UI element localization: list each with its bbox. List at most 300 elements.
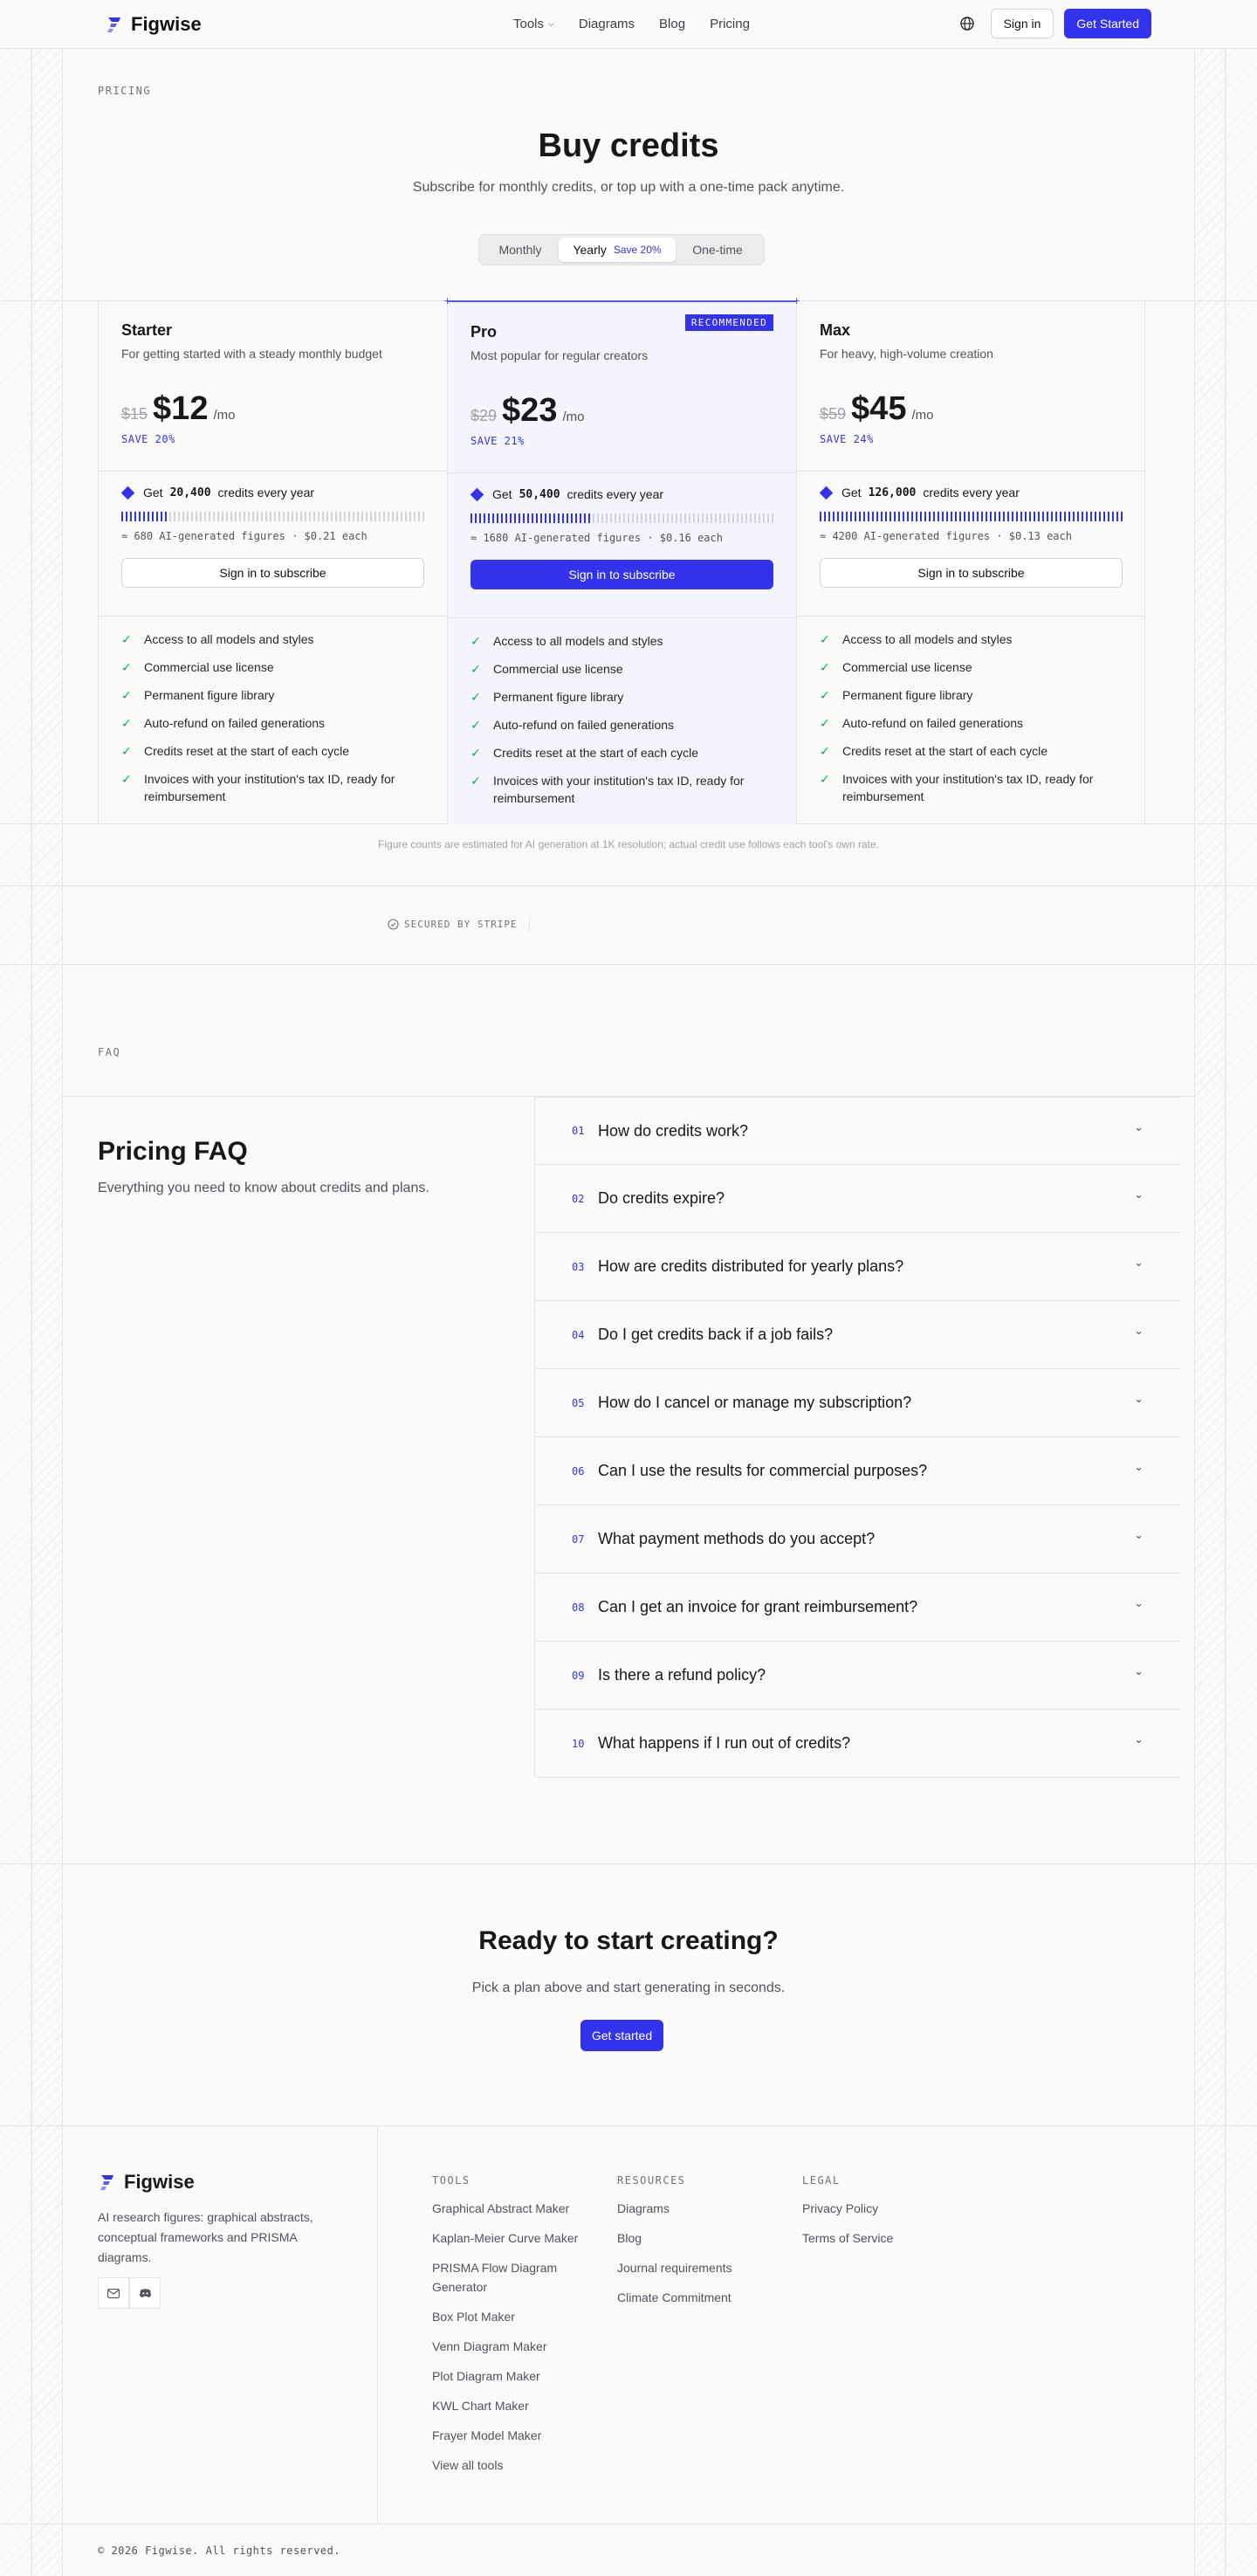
footer-resource-link[interactable]: Climate Commitment xyxy=(617,2290,732,2304)
faq-title: Pricing FAQ xyxy=(98,1137,248,1166)
feature-label: Permanent figure library xyxy=(493,690,624,704)
meter-tick xyxy=(894,512,896,521)
check-icon: ✓ xyxy=(820,688,830,702)
meter-tick xyxy=(920,512,922,521)
meter-tick xyxy=(209,512,210,521)
footer-tools-heading: TOOLS xyxy=(432,2174,471,2187)
faq-item[interactable] xyxy=(535,1301,1180,1369)
meter-tick xyxy=(405,512,407,521)
site-header xyxy=(0,0,1257,49)
meter-tick xyxy=(636,513,638,523)
diamond-icon xyxy=(471,487,484,501)
brand-logo[interactable] xyxy=(105,13,202,36)
meter-tick xyxy=(615,513,616,523)
check-icon: ✓ xyxy=(121,632,132,646)
plan-description: For getting started with a steady monthly budget xyxy=(121,347,382,361)
meter-tick xyxy=(357,512,359,521)
meter-tick xyxy=(148,512,149,521)
footer-tool-link[interactable]: Graphical Abstract Maker xyxy=(432,2201,570,2215)
meter-tick xyxy=(196,512,197,521)
check-icon: ✓ xyxy=(471,718,481,732)
footer-legal-link[interactable]: Terms of Service xyxy=(802,2231,894,2245)
subscribe-button[interactable]: Sign in to subscribe xyxy=(121,558,424,588)
check-icon: ✓ xyxy=(820,772,830,786)
toggle-yearly[interactable] xyxy=(559,238,676,262)
faq-question: What payment methods do you accept? xyxy=(598,1530,876,1547)
feature-item xyxy=(121,686,424,704)
faq-number: 06 xyxy=(572,1464,585,1477)
chevron-down-icon[interactable]: ⌄ xyxy=(1134,1528,1144,1541)
old-price: $29 xyxy=(471,407,498,424)
feature-label: Commercial use license xyxy=(842,660,972,674)
credits-meter xyxy=(121,512,424,521)
meter-tick xyxy=(911,512,913,521)
figwise-logo-icon xyxy=(98,2173,117,2192)
faq-item[interactable] xyxy=(535,1233,1180,1301)
cta-title: Ready to start creating? xyxy=(478,1926,779,1955)
meter-tick xyxy=(121,512,123,521)
footer-tool-link[interactable]: PRISMA Flow Diagram Generator xyxy=(432,2261,558,2294)
meter-tick xyxy=(213,512,215,521)
faq-item[interactable] xyxy=(535,1574,1180,1642)
meter-tick xyxy=(1095,512,1096,521)
meter-tick xyxy=(968,512,970,521)
meter-tick xyxy=(505,513,507,523)
meter-tick xyxy=(536,513,538,523)
meter-tick xyxy=(366,512,367,521)
meter-tick xyxy=(200,512,202,521)
meter-tick xyxy=(187,512,189,521)
feature-item xyxy=(471,688,773,706)
meter-tick xyxy=(519,513,520,523)
footer-tool-link[interactable]: KWL Chart Maker xyxy=(432,2399,529,2413)
meter-tick xyxy=(872,512,874,521)
meter-tick xyxy=(890,512,891,521)
meter-tick xyxy=(540,513,542,523)
meter-tick xyxy=(916,512,917,521)
check-icon: ✓ xyxy=(121,744,132,758)
meter-tick xyxy=(719,513,721,523)
meter-tick xyxy=(313,512,315,521)
meter-tick xyxy=(126,512,127,521)
feature-label: Access to all models and styles xyxy=(493,634,663,648)
feature-label: Invoices with your institution's tax ID, ready for reimbursement xyxy=(144,772,395,803)
feature-label: Invoices with your institution's tax ID, ready for reimbursement xyxy=(493,774,745,805)
figure-estimate: ≈ 680 AI-generated figures · $0.21 each xyxy=(121,530,367,542)
meter-tick xyxy=(270,512,271,521)
meter-tick xyxy=(1090,512,1092,521)
price: $23 xyxy=(502,392,558,429)
meter-tick xyxy=(933,512,935,521)
meter-tick xyxy=(139,512,141,521)
meter-tick xyxy=(938,512,939,521)
meter-tick xyxy=(981,512,983,521)
faq-number: 10 xyxy=(572,1737,585,1750)
meter-tick xyxy=(876,512,878,521)
plan-card-starter xyxy=(99,300,448,824)
crosshair-icon: + xyxy=(443,293,451,307)
credits-suffix: credits every year xyxy=(567,487,664,501)
meter-tick xyxy=(204,512,206,521)
price-row xyxy=(471,392,773,430)
meter-tick xyxy=(1068,512,1070,521)
footer-resource-link[interactable]: Diagrams xyxy=(617,2201,670,2215)
chevron-down-icon[interactable]: ⌄ xyxy=(1134,1664,1144,1677)
credits-suffix: credits every year xyxy=(923,486,1020,499)
feature-label: Auto-refund on failed generations xyxy=(493,718,675,732)
feature-item xyxy=(121,770,424,805)
meter-tick xyxy=(885,512,887,521)
chevron-down-icon[interactable]: ⌄ xyxy=(1134,1596,1144,1609)
faq-number: 02 xyxy=(572,1192,585,1205)
meter-tick xyxy=(265,512,267,521)
faq-number: 01 xyxy=(572,1125,585,1137)
feature-label: Auto-refund on failed generations xyxy=(144,716,326,730)
meter-tick xyxy=(165,512,167,521)
meter-tick xyxy=(248,512,250,521)
meter-tick xyxy=(820,512,821,521)
footer-tool-link[interactable]: Frayer Model Maker xyxy=(432,2428,542,2442)
feature-label: Permanent figure library xyxy=(842,688,973,702)
subscribe-button[interactable]: Sign in to subscribe xyxy=(471,560,773,589)
meter-tick xyxy=(1116,512,1118,521)
feature-list xyxy=(797,616,1145,805)
meter-tick xyxy=(1077,512,1079,521)
meter-tick xyxy=(274,512,276,521)
faq-item[interactable] xyxy=(535,1097,1180,1165)
meter-tick xyxy=(287,512,289,521)
meter-tick xyxy=(296,512,298,521)
price-period: /mo xyxy=(562,410,585,424)
meter-tick xyxy=(278,512,280,521)
meter-tick xyxy=(244,512,245,521)
feature-item xyxy=(820,770,1123,805)
nav-tools[interactable] xyxy=(513,17,554,31)
meter-tick xyxy=(169,512,171,521)
faq-question: How do I cancel or manage my subscription? xyxy=(598,1394,912,1411)
footer-tool-link[interactable]: Kaplan-Meier Curve Maker xyxy=(432,2231,579,2245)
divider xyxy=(0,885,1257,886)
faq-question: How are credits distributed for yearly plans? xyxy=(598,1257,904,1275)
footer-resources-heading: RESOURCES xyxy=(617,2174,686,2187)
meter-tick xyxy=(1007,512,1009,521)
feature-label: Commercial use license xyxy=(493,662,623,676)
faq-item[interactable] xyxy=(535,1710,1180,1778)
credits-suffix: credits every year xyxy=(217,486,315,499)
meter-tick xyxy=(340,512,341,521)
faq-number: 03 xyxy=(572,1260,585,1273)
meter-tick xyxy=(479,513,481,523)
price: $45 xyxy=(851,390,907,427)
nav-blog[interactable]: Blog xyxy=(659,17,686,31)
chevron-down-icon[interactable]: ⌄ xyxy=(1134,1732,1144,1746)
save-percent: SAVE 24% xyxy=(820,433,874,445)
plan-name: Pro xyxy=(471,323,498,341)
meter-tick xyxy=(1029,512,1031,521)
meter-tick xyxy=(553,513,555,523)
price-period: /mo xyxy=(911,408,934,423)
meter-tick xyxy=(863,512,865,521)
meter-tick xyxy=(353,512,354,521)
figwise-logo-icon xyxy=(105,15,124,34)
feature-item xyxy=(820,658,1123,676)
meter-tick xyxy=(724,513,725,523)
divider xyxy=(0,1863,1257,1864)
chevron-down-icon[interactable]: ⌄ xyxy=(1134,1188,1144,1201)
decorative-rail-outer-left xyxy=(0,0,31,2576)
footer-tool-link[interactable]: View all tools xyxy=(432,2458,504,2472)
feature-item xyxy=(471,632,773,650)
plan-card-pro xyxy=(443,293,800,824)
faq-number: 08 xyxy=(572,1601,585,1614)
feature-label: Auto-refund on failed generations xyxy=(842,716,1024,730)
meter-tick xyxy=(484,513,485,523)
meter-tick xyxy=(837,512,839,521)
check-icon: ✓ xyxy=(820,660,830,674)
plan-credits xyxy=(797,472,1145,616)
feature-item xyxy=(471,744,773,761)
meter-tick xyxy=(641,513,642,523)
chevron-down-icon[interactable]: ⌄ xyxy=(1134,1392,1144,1405)
meter-tick xyxy=(174,512,175,521)
check-icon: ✓ xyxy=(471,634,481,648)
credits-prefix: Get xyxy=(492,487,512,501)
meter-tick xyxy=(571,513,573,523)
credits-amount: 50,400 xyxy=(519,487,560,501)
meter-tick xyxy=(370,512,372,521)
feature-item xyxy=(820,742,1123,760)
plan-card-max xyxy=(797,300,1145,824)
meter-tick xyxy=(388,512,389,521)
meter-tick xyxy=(737,513,738,523)
credits-prefix: Get xyxy=(143,486,163,499)
save-badge: Save 20% xyxy=(613,244,662,256)
meter-tick xyxy=(728,513,730,523)
meter-tick xyxy=(191,512,193,521)
meter-tick xyxy=(606,513,608,523)
meter-tick xyxy=(488,513,490,523)
globe-icon[interactable] xyxy=(959,16,975,31)
meter-tick xyxy=(252,512,254,521)
meter-tick xyxy=(1073,512,1075,521)
feature-label: Access to all models and styles xyxy=(144,632,314,646)
faq-item[interactable] xyxy=(535,1369,1180,1437)
feature-item xyxy=(121,714,424,732)
meter-tick xyxy=(318,512,319,521)
footer-legal-links xyxy=(802,2199,968,2248)
meter-tick xyxy=(230,512,232,521)
meter-tick xyxy=(305,512,306,521)
meter-tick xyxy=(684,513,686,523)
meter-tick xyxy=(309,512,311,521)
subscribe-button[interactable]: Sign in to subscribe xyxy=(820,558,1123,588)
faq-item[interactable] xyxy=(535,1505,1180,1574)
meter-tick xyxy=(1042,512,1044,521)
footer-tools-column xyxy=(432,2174,598,2485)
chevron-down-icon[interactable]: ⌄ xyxy=(1134,1460,1144,1473)
meter-tick xyxy=(833,512,835,521)
meter-tick xyxy=(374,512,376,521)
check-icon: ✓ xyxy=(820,632,830,646)
plan-credits xyxy=(448,473,796,618)
check-icon: ✓ xyxy=(820,744,830,758)
faq-question: Can I use the results for commercial purposes? xyxy=(598,1462,928,1479)
meter-tick xyxy=(331,512,333,521)
price-row xyxy=(820,390,1123,428)
feature-item xyxy=(471,716,773,734)
faq-number: 09 xyxy=(572,1669,585,1682)
header-actions xyxy=(959,9,1151,38)
check-icon: ✓ xyxy=(121,688,132,702)
meter-tick xyxy=(663,513,664,523)
feature-item xyxy=(820,686,1123,704)
meter-tick xyxy=(1064,512,1066,521)
meter-tick xyxy=(392,512,394,521)
get-started-button[interactable]: Get Started xyxy=(1064,9,1151,38)
plan-header xyxy=(797,300,1145,472)
chevron-down-icon[interactable]: ⌄ xyxy=(1134,1256,1144,1269)
credits-amount: 20,400 xyxy=(169,486,211,499)
meter-tick xyxy=(409,512,411,521)
check-icon: ✓ xyxy=(471,662,481,676)
meter-tick xyxy=(501,513,503,523)
meter-tick xyxy=(658,513,660,523)
plan-description: Most popular for regular creators xyxy=(471,348,649,362)
meter-tick xyxy=(161,512,162,521)
sign-in-button[interactable]: Sign in xyxy=(991,9,1054,38)
meter-tick xyxy=(593,513,594,523)
chevron-down-icon: ⌵ xyxy=(548,19,554,28)
faq-question: Can I get an invoice for grant reimbursement? xyxy=(598,1598,918,1615)
faq-item[interactable] xyxy=(535,1165,1180,1233)
cta-get-started-button[interactable]: Get started xyxy=(580,2020,663,2051)
faq-number: 05 xyxy=(572,1396,585,1409)
nav-diagrams[interactable]: Diagrams xyxy=(578,17,635,31)
feature-item xyxy=(121,630,424,648)
meter-tick xyxy=(361,512,363,521)
meter-tick xyxy=(475,513,477,523)
footer-tool-link[interactable]: Venn Diagram Maker xyxy=(432,2339,547,2353)
check-icon: ✓ xyxy=(820,716,830,730)
footer-brand-name: Figwise xyxy=(124,2171,195,2193)
copyright: © 2026 Figwise. All rights reserved. xyxy=(98,2545,341,2557)
toggle-monthly[interactable]: Monthly xyxy=(498,243,542,257)
meter-tick xyxy=(1020,512,1022,521)
meter-tick xyxy=(1082,512,1083,521)
meter-tick xyxy=(946,512,948,521)
meter-tick xyxy=(510,513,512,523)
faq-item[interactable] xyxy=(535,1642,1180,1710)
faq-eyebrow: FAQ xyxy=(98,1046,121,1058)
meter-tick xyxy=(597,513,599,523)
meter-tick xyxy=(567,513,568,523)
meter-tick xyxy=(1016,512,1018,521)
nav-pricing[interactable]: Pricing xyxy=(710,17,750,31)
faq-number: 04 xyxy=(572,1328,585,1341)
credits-line xyxy=(121,486,424,499)
footer-legal-link[interactable]: Privacy Policy xyxy=(802,2201,879,2215)
footer-legal-column xyxy=(802,2174,968,2258)
chevron-down-icon[interactable]: ⌄ xyxy=(1134,1120,1144,1133)
meter-tick xyxy=(322,512,324,521)
meter-tick xyxy=(222,512,223,521)
meter-tick xyxy=(1038,512,1040,521)
meter-tick xyxy=(903,512,904,521)
decorative-rail-left xyxy=(31,0,63,2576)
mail-icon[interactable] xyxy=(98,2277,129,2309)
meter-tick xyxy=(1121,512,1123,521)
meter-tick xyxy=(575,513,577,523)
meter-tick xyxy=(401,512,402,521)
meter-tick xyxy=(824,512,826,521)
meter-tick xyxy=(924,512,926,521)
footer-brand-logo[interactable] xyxy=(98,2171,195,2194)
meter-tick xyxy=(523,513,525,523)
meter-tick xyxy=(418,512,420,521)
faq-number: 07 xyxy=(572,1533,585,1546)
meter-tick xyxy=(143,512,145,521)
footer-resource-link[interactable]: Blog xyxy=(617,2231,642,2245)
meter-tick xyxy=(1108,512,1109,521)
divider xyxy=(0,2125,1257,2126)
meter-tick xyxy=(257,512,258,521)
meter-tick xyxy=(619,513,621,523)
discord-icon[interactable] xyxy=(129,2277,161,2309)
secured-label: SECURED BY STRIPE xyxy=(404,919,518,930)
footer-resources-links xyxy=(617,2199,783,2307)
faq-subtitle: Everything you need to know about credits and plans. xyxy=(98,1181,429,1195)
credits-line xyxy=(471,487,773,501)
meter-tick xyxy=(693,513,695,523)
meter-tick xyxy=(628,513,629,523)
meter-tick xyxy=(855,512,856,521)
meter-tick xyxy=(680,513,682,523)
meter-tick xyxy=(759,513,760,523)
footer-resource-link[interactable]: Journal requirements xyxy=(617,2261,732,2275)
feature-item xyxy=(471,660,773,678)
meter-tick xyxy=(828,512,830,521)
faq-question: Do credits expire? xyxy=(598,1189,725,1207)
meter-tick xyxy=(283,512,285,521)
meter-tick xyxy=(702,513,704,523)
plan-credits xyxy=(99,472,447,616)
toggle-one-time[interactable]: One-time xyxy=(692,243,743,257)
faq-item[interactable] xyxy=(535,1437,1180,1505)
check-icon: ✓ xyxy=(121,772,132,786)
meter-tick xyxy=(545,513,546,523)
feature-list xyxy=(448,618,796,807)
chevron-down-icon[interactable]: ⌄ xyxy=(1134,1324,1144,1337)
meter-tick xyxy=(841,512,843,521)
footer-tool-link[interactable]: Box Plot Maker xyxy=(432,2310,515,2324)
credits-amount: 126,000 xyxy=(868,486,917,499)
footer-tool-link[interactable]: Plot Diagram Maker xyxy=(432,2369,540,2383)
feature-label: Credits reset at the start of each cycle xyxy=(493,746,698,760)
meter-tick xyxy=(471,513,472,523)
meter-tick xyxy=(645,513,647,523)
diamond-icon xyxy=(121,486,135,499)
meter-tick xyxy=(300,512,302,521)
meter-tick xyxy=(344,512,346,521)
meter-tick xyxy=(972,512,974,521)
meter-tick xyxy=(994,512,996,521)
meter-tick xyxy=(649,513,651,523)
meter-tick xyxy=(955,512,957,521)
diamond-icon xyxy=(820,486,834,499)
shield-check-icon xyxy=(388,919,399,930)
meter-tick xyxy=(959,512,961,521)
meter-tick xyxy=(671,513,673,523)
